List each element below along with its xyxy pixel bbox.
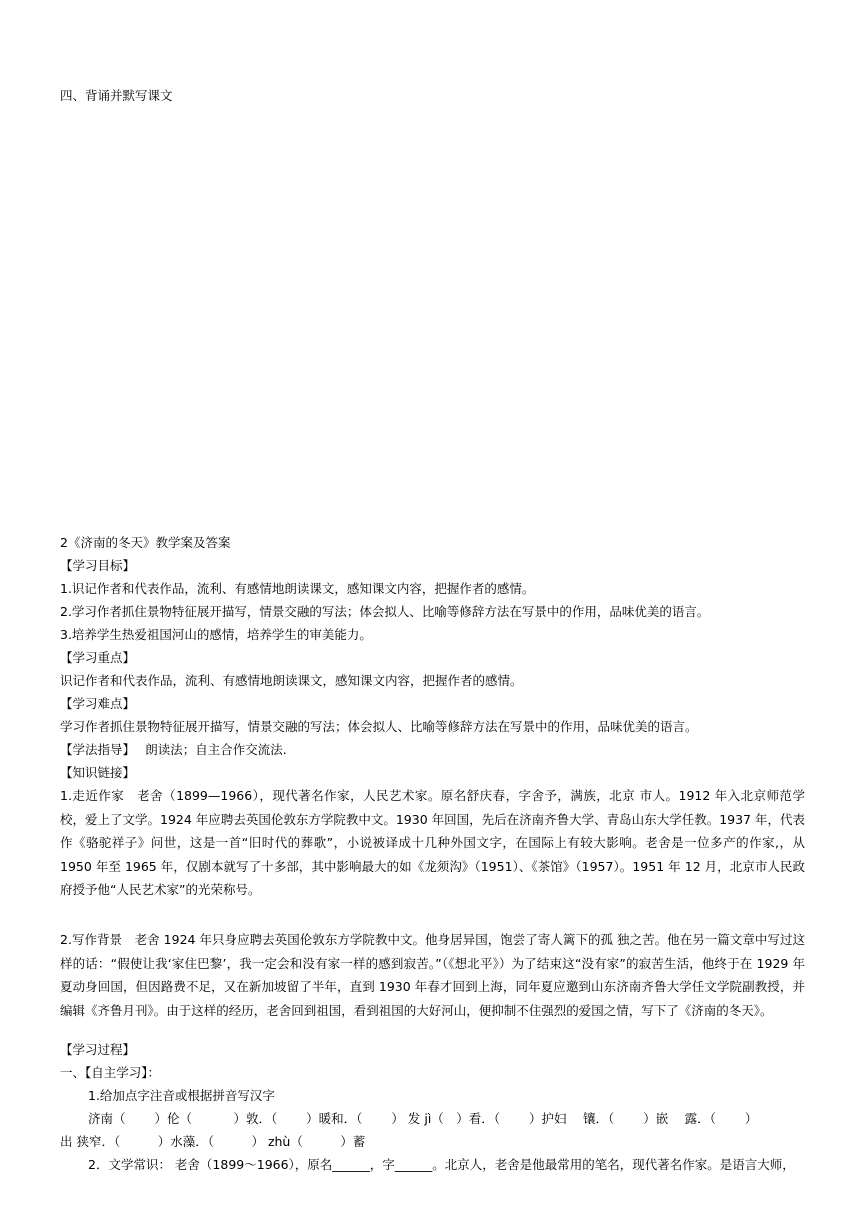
knowledge-author-paragraph: 1.走近作家 老舍（1899—1966），现代著名作家，人民艺术家。原名舒庆春，字舍予，满族，北京 市人。1912 年入北京师范学校，爱上了文学。1924 年应聘去英国伦敦东方学院教中文。1930 年回国，先后在济南齐鲁大学、青岛山东大学任教。1937 年，代表作《骆驼祥子》问世，这是一首“旧时代的葬歌”，小说被译成十几种外国文字，在国际上有较大影响。老舍是一位多产的作家,，从 1950 年至 1965 年，仅剧本就写了十多部，其中影响最大的如《龙须沟》（1951）、《茶馆》（1957）。1951 年 12 月，北京市人民政府授予他“人民艺术家”的光荣称号。 bbox=[60, 788, 805, 897]
goal-item: 1.识记作者和代表作品，流利、有感情地朗读课文，感知课文内容，把握作者的感情。 bbox=[60, 581, 535, 596]
self-study-heading: 一、【自主学习】： bbox=[60, 1065, 161, 1080]
goals-heading: 【学习目标】 bbox=[60, 558, 136, 573]
keypoints-text: 识记作者和代表作品，流利、有感情地朗读课文，感知课文内容，把握作者的感情。 bbox=[60, 673, 523, 688]
keypoints-heading: 【学习重点】 bbox=[60, 650, 136, 665]
document-title: 2《济南的冬天》教学案及答案 bbox=[60, 535, 231, 550]
goal-item: 3.培养学生热爱祖国河山的感情，培养学生的审美能力。 bbox=[60, 627, 372, 642]
knowledge-background-paragraph: 2.写作背景 老舍 1924 年只身应聘去英国伦敦东方学院教中文。他身居异国，饱尝了寄人篱下的孤 独之苦。他在另一篇文章中写过这样的话：“假使让我‘家住巴黎’，我一定会和没有家一样的感到寂苦。”（《想北平》）为了结束这“没有家”的寂苦生活，他终于在 1929 年夏动身回国，但因路费不足，又在新加坡留了半年，直到 1930 年春才回到上海，同年夏应邀到山东济南齐鲁大学任文学院副教授，并编辑《齐鲁月刊》。由于这样的经历，老舍回到祖国，看到祖国的大好河山，便抑制不住强烈的爱国之情，写下了《济南的冬天》。 bbox=[60, 932, 805, 1018]
question-1-line-1: 济南（ ）伦（ ）敦．（ ）暖和．（ ） 发 jì（ ）看．（ ）护妇 镶．（ ）嵌 露．（ ） bbox=[88, 1111, 758, 1126]
question-2-literary-knowledge: 2．文学常识： 老舍（1899～1966），原名______，字______。北京人，老舍是他最常用的笔名，现代著名作家。是语言大师， bbox=[88, 1157, 795, 1172]
process-heading: 【学习过程】 bbox=[60, 1042, 136, 1057]
difficulties-heading: 【学习难点】 bbox=[60, 696, 136, 711]
knowledge-heading: 【知识链接】 bbox=[60, 765, 136, 780]
goal-item: 2.学习作者抓住景物特征展开描写，情景交融的写法；体会拟人、比喻等修辞方法在写景中的作用，品味优美的语言。 bbox=[60, 604, 710, 619]
method-line: 【学法指导】 朗读法；自主合作交流法. bbox=[60, 742, 287, 757]
question-1-prompt: 1.给加点字注音或根据拼音写汉字 bbox=[88, 1088, 275, 1103]
section-4-heading: 四、背诵并默写课文 bbox=[60, 88, 173, 103]
difficulties-text: 学习作者抓住景物特征展开描写，情景交融的写法；体会拟人、比喻等修辞方法在写景中的作用，品味优美的语言。 bbox=[60, 719, 698, 734]
question-1-line-2: 出 狭窄．（ ）水藻．（ ） zhù（ ）蓄 bbox=[60, 1134, 366, 1149]
